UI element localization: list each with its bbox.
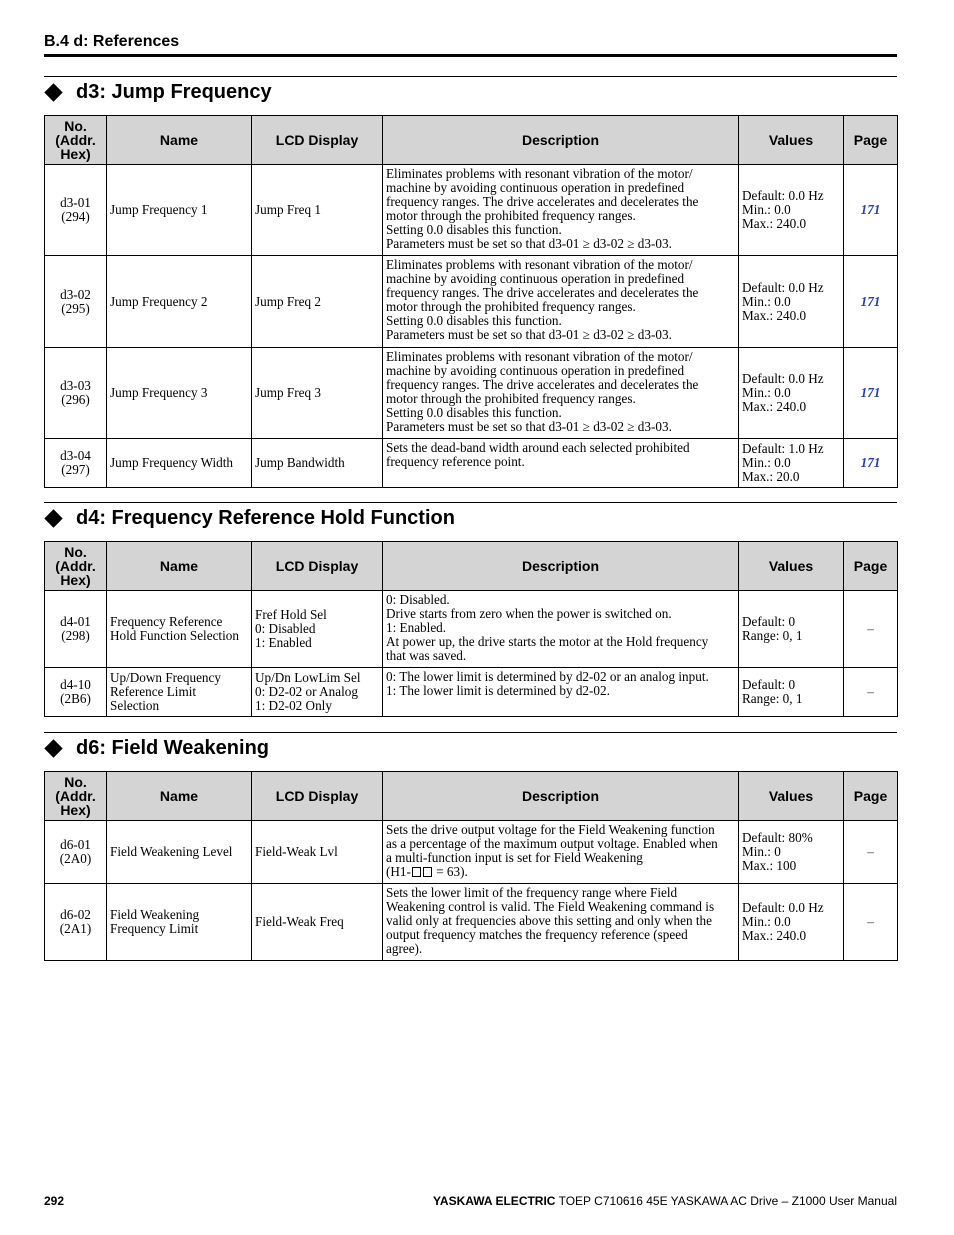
diamond-bullet-icon	[44, 509, 62, 527]
param-number-cell	[45, 821, 107, 884]
table-row	[45, 591, 898, 668]
section-title-text: d6: Field Weakening	[76, 736, 269, 759]
page-number: 292	[44, 1194, 65, 1208]
table-row	[45, 256, 898, 348]
values-cell	[739, 348, 844, 439]
description-line: Setting 0.0 disables this function.	[386, 313, 562, 328]
page-cell	[844, 668, 898, 717]
col-header-page: Page	[844, 116, 898, 165]
param-name-cell	[107, 884, 252, 961]
description-line: as a percentage of the maximum output voltage. Enabled when	[386, 836, 718, 851]
page-reference-none: –	[867, 621, 874, 636]
param-address: (298)	[61, 628, 90, 643]
parameter-table	[44, 771, 898, 961]
page-cell	[844, 821, 898, 884]
description-line: (H1- = 63).	[386, 864, 468, 879]
values-cell	[739, 821, 844, 884]
param-name-line: Selection	[110, 698, 160, 713]
values-line: Range: 0, 1	[742, 691, 803, 706]
col-header-description: Description	[383, 772, 739, 821]
section-title	[44, 503, 897, 533]
values-line: Default: 1.0 Hz	[742, 441, 824, 456]
param-number: d3-01	[60, 195, 91, 210]
col-header-no	[45, 772, 107, 821]
description-line: a multi-function input is set for Field Weakening	[386, 850, 643, 865]
description-line: motor through the prohibited frequency ranges.	[386, 391, 636, 406]
parameter-table	[44, 115, 898, 488]
description-line: Drive starts from zero when the power is switched on.	[386, 606, 672, 621]
page-reference-link[interactable]: 171	[860, 293, 881, 309]
parameter-table	[44, 541, 898, 717]
lcd-display-cell	[252, 165, 383, 256]
description-cell	[383, 348, 739, 439]
col-header-no-line: No.	[64, 544, 87, 560]
description-line: Eliminates problems with resonant vibration of the motor/	[386, 257, 693, 272]
page-reference-none: –	[867, 684, 874, 699]
param-number-cell	[45, 591, 107, 668]
description-line: Eliminates problems with resonant vibration of the motor/	[386, 349, 693, 364]
values-line: Max.: 20.0	[742, 469, 800, 484]
values-line: Min.: 0.0	[742, 455, 791, 470]
col-header-no-line: No.	[64, 774, 87, 790]
description-cell	[383, 256, 739, 348]
col-header-name: Name	[107, 772, 252, 821]
description-line: Sets the dead-band width around each selected prohibited	[386, 440, 690, 455]
param-number-cell	[45, 348, 107, 439]
param-number: d3-02	[60, 286, 91, 302]
param-address: (2A0)	[59, 851, 92, 866]
values-line: Min.: 0.0	[742, 385, 791, 400]
footer-brand: YASKAWA ELECTRIC	[433, 1194, 556, 1208]
lcd-display-cell	[252, 439, 383, 488]
values-line: Default: 0.0 Hz	[742, 188, 824, 203]
description-line: At power up, the drive starts the motor at the Hold frequency	[386, 634, 709, 649]
lcd-display-cell	[252, 348, 383, 439]
param-address: (2A1)	[59, 921, 92, 936]
lcd-display-line: Up/Dn LowLim Sel	[255, 670, 361, 685]
description-line: machine by avoiding continuous operation in predefined	[386, 363, 685, 378]
values-line: Default: 0	[742, 614, 796, 629]
description-line: Sets the drive output voltage for the Field Weakening function	[386, 822, 715, 837]
lcd-display-cell	[252, 821, 383, 884]
table-row	[45, 165, 898, 256]
values-cell	[739, 165, 844, 256]
section-1	[44, 502, 897, 717]
description-line: Eliminates problems with resonant vibration of the motor/	[386, 166, 693, 181]
param-name-line: Jump Frequency 3	[110, 385, 208, 400]
param-address: (297)	[61, 462, 90, 477]
param-name-line: Jump Frequency 1	[110, 202, 208, 217]
footer-doc-info	[433, 1194, 897, 1208]
param-number: d4-10	[60, 677, 91, 692]
description-cell	[383, 821, 739, 884]
col-header-no-line: (Addr.	[55, 132, 96, 148]
page-reference-link[interactable]: 171	[860, 202, 881, 217]
col-header-values: Values	[739, 116, 844, 165]
page-cell	[844, 348, 898, 439]
param-number: d6-01	[60, 837, 91, 852]
description-cell	[383, 884, 739, 961]
param-number-cell	[45, 165, 107, 256]
param-number: d6-02	[60, 907, 91, 922]
description-line: 0: Disabled.	[386, 592, 450, 607]
param-name-line: Jump Frequency 2	[110, 293, 208, 309]
diamond-bullet-icon	[44, 83, 62, 101]
col-header-page: Page	[844, 772, 898, 821]
values-cell	[739, 884, 844, 961]
lcd-display-line: 0: Disabled	[255, 621, 316, 636]
description-line: Setting 0.0 disables this function.	[386, 222, 562, 237]
col-header-no-line: Hex)	[60, 146, 91, 162]
description-line: Parameters must be set so that d3-01 ≥ d3-02 ≥ d3-03.	[386, 236, 672, 251]
param-name-line: Up/Down Frequency	[110, 670, 221, 685]
param-number-cell	[45, 884, 107, 961]
param-name-cell	[107, 821, 252, 884]
col-header-page: Page	[844, 542, 898, 591]
description-line: output frequency matches the frequency reference (speed	[386, 927, 688, 942]
page-cell	[844, 165, 898, 256]
description-line: agree).	[386, 941, 423, 956]
page-cell	[844, 884, 898, 961]
section-title-text: d4: Frequency Reference Hold Function	[76, 506, 455, 529]
values-cell	[739, 668, 844, 717]
description-line: motor through the prohibited frequency ranges.	[386, 208, 636, 223]
description-line: motor through the prohibited frequency ranges.	[386, 299, 636, 314]
description-line: 1: Enabled.	[386, 620, 447, 635]
lcd-display-line: 1: D2-02 Only	[255, 698, 332, 713]
param-name-cell	[107, 439, 252, 488]
description-line: 1: The lower limit is determined by d2-02.	[386, 683, 610, 698]
values-cell	[739, 591, 844, 668]
values-line: Min.: 0.0	[742, 293, 791, 309]
values-line: Max.: 240.0	[742, 216, 807, 231]
lcd-display-line: Jump Freq 1	[255, 202, 321, 217]
description-cell	[383, 439, 739, 488]
values-cell	[739, 256, 844, 348]
col-header-no-line: No.	[64, 118, 87, 134]
table-row	[45, 439, 898, 488]
param-name-line: Frequency Reference	[110, 614, 223, 629]
param-number: d3-03	[60, 378, 91, 393]
description-line: valid only at frequencies above this setting and only when the	[386, 913, 712, 928]
description-line: Weakening control is valid. The Field Weakening command is	[386, 899, 715, 914]
values-line: Min.: 0.0	[742, 202, 791, 217]
param-name-cell	[107, 165, 252, 256]
values-line: Min.: 0	[742, 844, 781, 859]
page-cell	[844, 439, 898, 488]
lcd-display-line: Jump Bandwidth	[255, 455, 345, 470]
page-reference-link[interactable]: 171	[860, 455, 881, 470]
lcd-display-line: Jump Freq 2	[255, 293, 321, 309]
param-number: d4-01	[60, 614, 91, 629]
table-row	[45, 884, 898, 961]
col-header-lcd: LCD Display	[252, 772, 383, 821]
values-line: Max.: 240.0	[742, 399, 807, 414]
lcd-display-cell	[252, 591, 383, 668]
description-line: frequency ranges. The drive accelerates and decelerates the	[386, 377, 699, 392]
values-line: Max.: 240.0	[742, 307, 807, 323]
values-line: Min.: 0.0	[742, 914, 791, 929]
param-number: d3-04	[60, 448, 91, 463]
param-number-cell	[45, 439, 107, 488]
placeholder-box-icon	[423, 867, 432, 877]
description-cell	[383, 668, 739, 717]
lcd-display-line: Field-Weak Lvl	[255, 844, 338, 859]
col-header-description: Description	[383, 116, 739, 165]
param-name-cell	[107, 348, 252, 439]
param-name-line: Jump Frequency Width	[110, 455, 234, 470]
table-header-row	[45, 772, 898, 821]
footer-doc-title: TOEP C710616 45E YASKAWA AC Drive – Z1000 User Manual	[555, 1194, 897, 1208]
param-name-cell	[107, 256, 252, 348]
description-cell	[383, 591, 739, 668]
lcd-display-cell	[252, 668, 383, 717]
values-line: Max.: 100	[742, 858, 797, 873]
description-cell	[383, 165, 739, 256]
param-name-line: Reference Limit	[110, 684, 197, 699]
param-address: (294)	[61, 209, 90, 224]
section-title	[44, 733, 897, 763]
col-header-no	[45, 542, 107, 591]
lcd-display-line: 0: D2-02 or Analog	[255, 684, 358, 699]
description-line: frequency reference point.	[386, 454, 525, 469]
description-line: frequency ranges. The drive accelerates and decelerates the	[386, 285, 699, 300]
description-line: Setting 0.0 disables this function.	[386, 405, 562, 420]
page-reference-none: –	[867, 914, 874, 929]
values-line: Default: 0	[742, 677, 796, 692]
table-header-row	[45, 116, 898, 165]
lcd-display-line: Fref Hold Sel	[255, 607, 327, 622]
lcd-display-cell	[252, 256, 383, 348]
col-header-name: Name	[107, 116, 252, 165]
header-rule	[44, 54, 897, 57]
lcd-display-line: Jump Freq 3	[255, 385, 321, 400]
page-cell	[844, 256, 898, 348]
col-header-description: Description	[383, 542, 739, 591]
param-name-line: Hold Function Selection	[110, 628, 239, 643]
section-0	[44, 76, 897, 488]
values-line: Default: 0.0 Hz	[742, 900, 824, 915]
values-line: Default: 0.0 Hz	[742, 371, 824, 386]
col-header-no-line: Hex)	[60, 572, 91, 588]
values-line: Default: 80%	[742, 830, 813, 845]
param-address: (296)	[61, 392, 90, 407]
description-line: machine by avoiding continuous operation in predefined	[386, 180, 685, 195]
description-line: Parameters must be set so that d3-01 ≥ d3-02 ≥ d3-03.	[386, 327, 672, 342]
col-header-no-line: (Addr.	[55, 558, 96, 574]
param-address: (295)	[61, 300, 90, 316]
param-address: (2B6)	[60, 691, 91, 706]
col-header-values: Values	[739, 542, 844, 591]
table-row	[45, 348, 898, 439]
values-line: Range: 0, 1	[742, 628, 803, 643]
values-cell	[739, 439, 844, 488]
page-reference-none: –	[867, 844, 874, 859]
param-name-line: Field Weakening Level	[110, 844, 233, 859]
col-header-lcd: LCD Display	[252, 116, 383, 165]
param-name-line: Frequency Limit	[110, 921, 199, 936]
table-header-row	[45, 542, 898, 591]
description-line: Sets the lower limit of the frequency range where Field	[386, 885, 678, 900]
col-header-no-line: (Addr.	[55, 788, 96, 804]
col-header-lcd: LCD Display	[252, 542, 383, 591]
page-reference-link[interactable]: 171	[860, 385, 881, 400]
table-row	[45, 668, 898, 717]
lcd-display-line: Field-Weak Freq	[255, 914, 344, 929]
param-number-cell	[45, 256, 107, 348]
section-title	[44, 77, 897, 107]
description-line: Parameters must be set so that d3-01 ≥ d3-02 ≥ d3-03.	[386, 419, 672, 434]
col-header-values: Values	[739, 772, 844, 821]
col-header-name: Name	[107, 542, 252, 591]
param-name-line: Field Weakening	[110, 907, 200, 922]
diamond-bullet-icon	[44, 739, 62, 757]
values-line: Default: 0.0 Hz	[742, 279, 824, 295]
running-header: B.4 d: References	[44, 33, 180, 50]
param-number-cell	[45, 668, 107, 717]
col-header-no	[45, 116, 107, 165]
lcd-display-cell	[252, 884, 383, 961]
placeholder-box-icon	[412, 867, 421, 877]
section-2	[44, 732, 897, 961]
description-line: frequency ranges. The drive accelerates and decelerates the	[386, 194, 699, 209]
col-header-no-line: Hex)	[60, 802, 91, 818]
description-line: that was saved.	[386, 648, 467, 663]
values-line: Max.: 240.0	[742, 928, 807, 943]
description-line: machine by avoiding continuous operation in predefined	[386, 271, 685, 286]
lcd-display-line: 1: Enabled	[255, 635, 312, 650]
param-name-cell	[107, 668, 252, 717]
table-row	[45, 821, 898, 884]
description-line: 0: The lower limit is determined by d2-02 or an analog input.	[386, 669, 709, 684]
page-cell	[844, 591, 898, 668]
param-name-cell	[107, 591, 252, 668]
section-title-text: d3: Jump Frequency	[76, 80, 272, 103]
